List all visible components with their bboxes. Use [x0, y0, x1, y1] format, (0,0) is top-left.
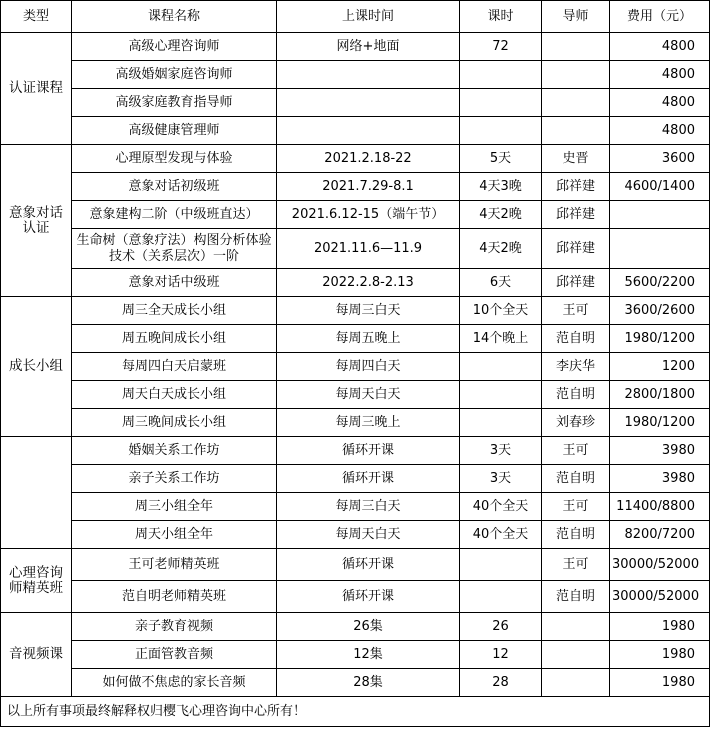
table-row [1, 201, 710, 229]
av-category: 音视频课 [1, 613, 72, 697]
fee-cell: 3600 [610, 145, 710, 173]
table-row [1, 437, 710, 465]
class-time-cell: 循环开课 [277, 549, 460, 581]
class-time-cell: 循环开课 [277, 581, 460, 613]
table-row [1, 33, 710, 61]
teacher-cell: 邱祥建 [542, 173, 610, 201]
course-name-cell: 周三小组全年 [72, 493, 277, 521]
fee-cell: 1980 [610, 613, 710, 641]
hours-cell [460, 353, 542, 381]
course-name-cell: 正面管教音频 [72, 641, 277, 669]
table-row [1, 269, 710, 297]
header-type: 类型 [1, 1, 72, 33]
hours-cell: 14个晚上 [460, 325, 542, 353]
table-row [1, 493, 710, 521]
teacher-cell: 范自明 [542, 521, 610, 549]
teacher-cell: 王可 [542, 493, 610, 521]
course-name-cell: 意象对话初级班 [72, 173, 277, 201]
class-time-cell: 2021.2.18-22 [277, 145, 460, 173]
class-time-cell: 每周四白天 [277, 353, 460, 381]
class-time-cell [277, 117, 460, 145]
hours-cell: 3天 [460, 437, 542, 465]
header-hours: 课时 [460, 1, 542, 33]
table-row [1, 381, 710, 409]
cert-category: 认证课程 [1, 33, 72, 145]
course-name-cell: 生命树（意象疗法）构图分析体验技术（关系层次）一阶 [72, 229, 277, 269]
class-time-cell: 循环开课 [277, 465, 460, 493]
hours-cell [460, 89, 542, 117]
fee-cell [610, 201, 710, 229]
table-row [1, 641, 710, 669]
hours-cell [460, 409, 542, 437]
teacher-cell: 刘春珍 [542, 409, 610, 437]
course-name-cell: 意象对话中级班 [72, 269, 277, 297]
table-row [1, 521, 710, 549]
table-row [1, 581, 710, 613]
teacher-cell [542, 669, 610, 697]
class-time-cell [277, 61, 460, 89]
course-name-cell: 高级健康管理师 [72, 117, 277, 145]
course-name-cell: 亲子关系工作坊 [72, 465, 277, 493]
fee-cell: 4800 [610, 89, 710, 117]
fee-cell: 1980/1200 [610, 409, 710, 437]
fee-cell: 4800 [610, 61, 710, 89]
class-time-cell: 2021.6.12-15（端午节） [277, 201, 460, 229]
teacher-cell: 范自明 [542, 325, 610, 353]
fee-cell: 4800 [610, 117, 710, 145]
class-time-cell: 26集 [277, 613, 460, 641]
class-time-cell: 每周五晚上 [277, 325, 460, 353]
teacher-cell: 王可 [542, 437, 610, 465]
hours-cell [460, 381, 542, 409]
teacher-cell [542, 613, 610, 641]
fee-cell: 8200/7200 [610, 521, 710, 549]
hours-cell: 4天3晚 [460, 173, 542, 201]
course-name-cell: 高级心理咨询师 [72, 33, 277, 61]
hours-cell: 28 [460, 669, 542, 697]
fee-cell: 1980/1200 [610, 325, 710, 353]
course-name-cell: 意象建构二阶（中级班直达） [72, 201, 277, 229]
course-name-cell: 如何做不焦虑的家长音频 [72, 669, 277, 697]
class-time-cell: 每周天白天 [277, 521, 460, 549]
hours-cell: 4天2晚 [460, 201, 542, 229]
fee-cell: 1980 [610, 641, 710, 669]
class-time-cell: 2021.7.29-8.1 [277, 173, 460, 201]
table-row [1, 465, 710, 493]
hours-cell [460, 549, 542, 581]
fee-cell: 11400/8800 [610, 493, 710, 521]
category-cell-empty [1, 437, 72, 549]
hours-cell: 12 [460, 641, 542, 669]
elite-category: 心理咨询师精英班 [1, 549, 72, 613]
table-row [1, 353, 710, 381]
header-course-name: 课程名称 [72, 1, 277, 33]
course-name-cell: 心理原型发现与体验 [72, 145, 277, 173]
table-row [1, 613, 710, 641]
hours-cell: 10个全天 [460, 297, 542, 325]
class-time-cell: 每周天白天 [277, 381, 460, 409]
course-name-cell: 周三全天成长小组 [72, 297, 277, 325]
fee-cell: 1980 [610, 669, 710, 697]
table-row [1, 145, 710, 173]
teacher-cell: 范自明 [542, 465, 610, 493]
teacher-cell [542, 33, 610, 61]
fee-cell: 4800 [610, 33, 710, 61]
hours-cell [460, 581, 542, 613]
course-name-cell: 高级家庭教育指导师 [72, 89, 277, 117]
teacher-cell [542, 117, 610, 145]
hours-cell: 40个全天 [460, 521, 542, 549]
teacher-cell: 范自明 [542, 581, 610, 613]
class-time-cell: 28集 [277, 669, 460, 697]
footer-row [1, 697, 710, 727]
table-row [1, 61, 710, 89]
header-row [1, 1, 710, 33]
teacher-cell: 邱祥建 [542, 269, 610, 297]
footer-note: 以上所有事项最终解释权归樱飞心理咨询中心所有！ [1, 697, 710, 727]
course-name-cell: 高级婚姻家庭咨询师 [72, 61, 277, 89]
teacher-cell [542, 89, 610, 117]
class-time-cell: 循环开课 [277, 437, 460, 465]
fee-cell: 3980 [610, 465, 710, 493]
fee-cell: 3980 [610, 437, 710, 465]
class-time-cell [277, 89, 460, 117]
course-name-cell: 亲子教育视频 [72, 613, 277, 641]
table-row [1, 173, 710, 201]
course-name-cell: 范自明老师精英班 [72, 581, 277, 613]
course-name-cell: 王可老师精英班 [72, 549, 277, 581]
fee-cell: 4600/1400 [610, 173, 710, 201]
teacher-cell: 邱祥建 [542, 201, 610, 229]
teacher-cell: 邱祥建 [542, 229, 610, 269]
hours-cell: 6天 [460, 269, 542, 297]
fee-cell [610, 229, 710, 269]
table-row [1, 229, 710, 269]
hours-cell: 4天2晚 [460, 229, 542, 269]
teacher-cell: 王可 [542, 549, 610, 581]
class-time-cell: 每周三白天 [277, 493, 460, 521]
fee-cell: 3600/2600 [610, 297, 710, 325]
course-name-cell: 婚姻关系工作坊 [72, 437, 277, 465]
table-row [1, 409, 710, 437]
course-name-cell: 周天小组全年 [72, 521, 277, 549]
course-name-cell: 周三晚间成长小组 [72, 409, 277, 437]
table-row [1, 549, 710, 581]
hours-cell: 72 [460, 33, 542, 61]
header-fee: 费用（元） [610, 1, 710, 33]
fee-cell: 5600/2200 [610, 269, 710, 297]
fee-cell: 30000/52000 [610, 549, 710, 581]
class-time-cell: 2021.11.6—11.9 [277, 229, 460, 269]
table-row [1, 669, 710, 697]
hours-cell: 3天 [460, 465, 542, 493]
teacher-cell [542, 641, 610, 669]
class-time-cell: 网络+地面 [277, 33, 460, 61]
header-teacher: 导师 [542, 1, 610, 33]
fee-cell: 1200 [610, 353, 710, 381]
hours-cell [460, 117, 542, 145]
hours-cell: 26 [460, 613, 542, 641]
class-time-cell: 12集 [277, 641, 460, 669]
growth-category: 成长小组 [1, 297, 72, 437]
teacher-cell [542, 61, 610, 89]
table-row [1, 325, 710, 353]
hours-cell: 5天 [460, 145, 542, 173]
hours-cell [460, 61, 542, 89]
teacher-cell: 王可 [542, 297, 610, 325]
course-name-cell: 周天白天成长小组 [72, 381, 277, 409]
hours-cell: 40个全天 [460, 493, 542, 521]
course-name-cell: 每周四白天启蒙班 [72, 353, 277, 381]
table-row [1, 297, 710, 325]
imagery-category: 意象对话认证 [1, 145, 72, 297]
fee-cell: 2800/1800 [610, 381, 710, 409]
table-row [1, 117, 710, 145]
class-time-cell: 每周三白天 [277, 297, 460, 325]
class-time-cell: 2022.2.8-2.13 [277, 269, 460, 297]
teacher-cell: 史晋 [542, 145, 610, 173]
course-name-cell: 周五晚间成长小组 [72, 325, 277, 353]
table-row [1, 89, 710, 117]
teacher-cell: 李庆华 [542, 353, 610, 381]
class-time-cell: 每周三晚上 [277, 409, 460, 437]
header-class-time: 上课时间 [277, 1, 460, 33]
fee-cell: 30000/52000 [610, 581, 710, 613]
teacher-cell: 范自明 [542, 381, 610, 409]
